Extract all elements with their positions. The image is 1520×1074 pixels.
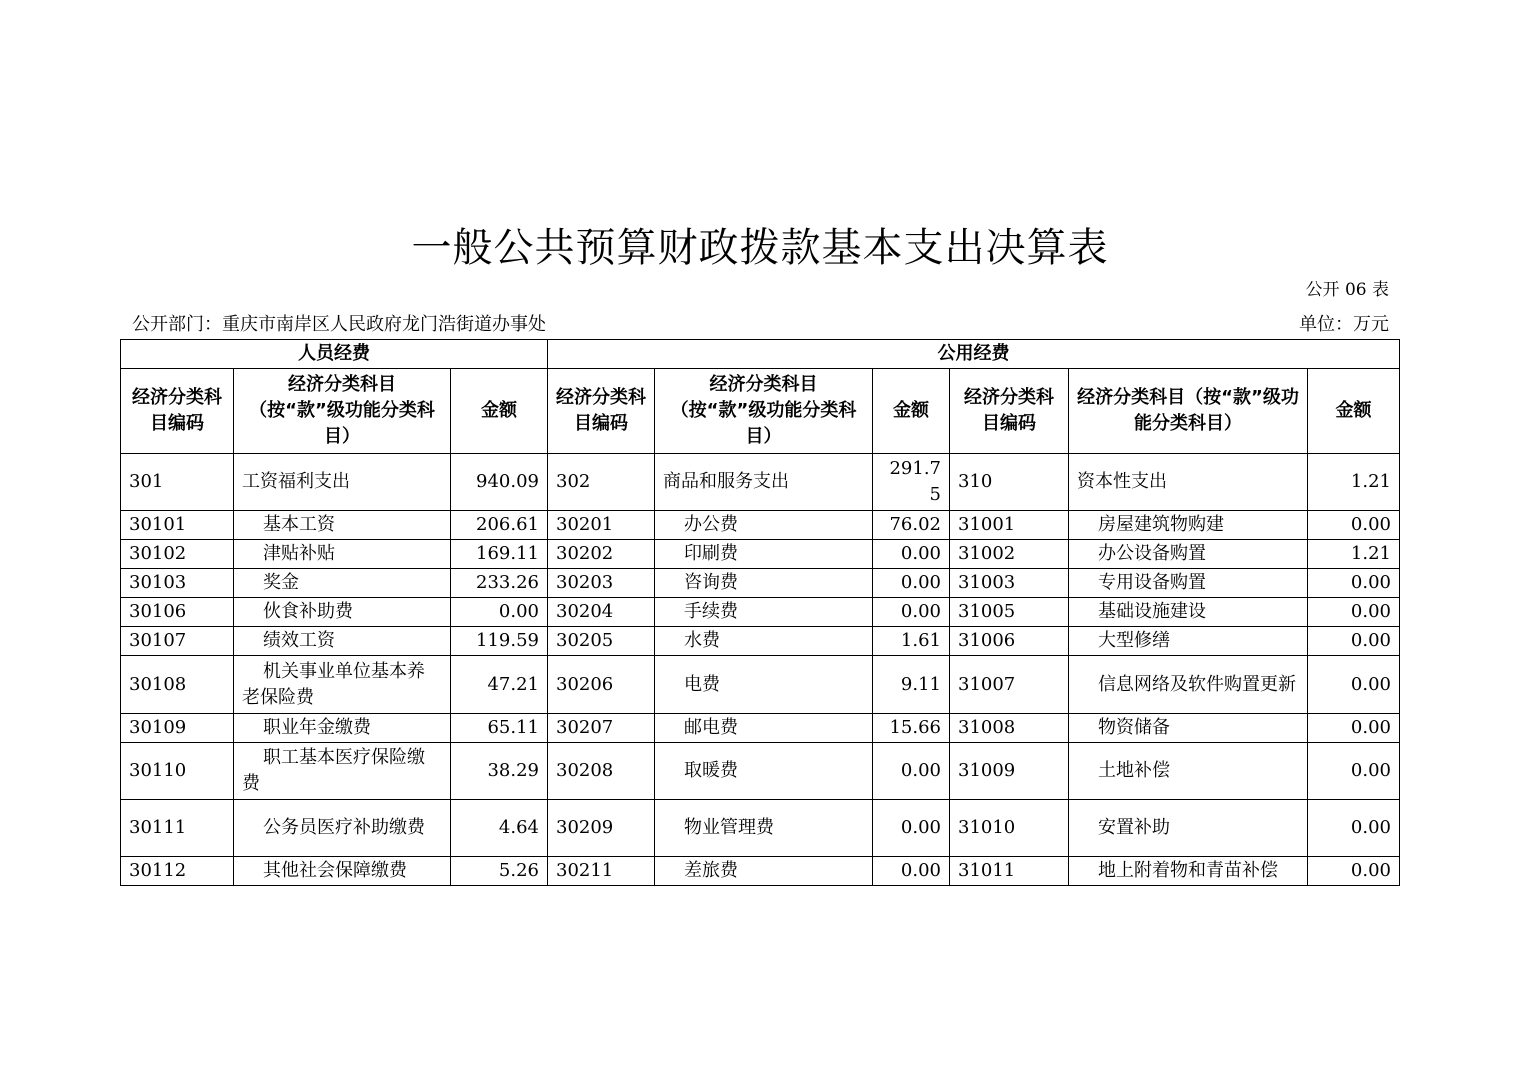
public-name-cell: 水费 (655, 627, 873, 656)
personnel-name-cell: 奖金 (234, 569, 451, 598)
capital-name-cell: 地上附着物和青苗补偿 (1069, 857, 1308, 886)
table-row (121, 598, 1400, 627)
table-row (121, 857, 1400, 886)
table-row (121, 511, 1400, 540)
capital-code-cell: 31001 (950, 511, 1069, 540)
capital-code-cell: 31007 (950, 656, 1069, 714)
personnel-name-cell: 工资福利支出 (234, 454, 451, 511)
column-header-amount: 金额 (873, 369, 950, 454)
public-amount-cell: 291.75 (873, 454, 950, 511)
personnel-code-cell: 30109 (121, 714, 234, 743)
column-header-code: 经济分类科目编码 (548, 369, 655, 454)
personnel-amount-cell: 169.11 (451, 540, 548, 569)
capital-name-cell: 土地补偿 (1069, 743, 1308, 800)
capital-code-cell: 31005 (950, 598, 1069, 627)
personnel-amount-cell: 38.29 (451, 743, 548, 800)
personnel-code-cell: 30108 (121, 656, 234, 714)
personnel-code-cell: 30110 (121, 743, 234, 800)
personnel-code-cell: 30107 (121, 627, 234, 656)
public-name-cell: 电费 (655, 656, 873, 714)
capital-name-cell: 基础设施建设 (1069, 598, 1308, 627)
public-name-cell: 印刷费 (655, 540, 873, 569)
capital-name-cell: 专用设备购置 (1069, 569, 1308, 598)
public-amount-cell: 15.66 (873, 714, 950, 743)
personnel-amount-cell: 119.59 (451, 627, 548, 656)
column-header-amount: 金额 (1308, 369, 1400, 454)
public-code-cell: 30207 (548, 714, 655, 743)
form-number: 公开 06 表 (1305, 280, 1389, 300)
public-code-cell: 30205 (548, 627, 655, 656)
public-name-cell: 取暖费 (655, 743, 873, 800)
capital-amount-cell: 1.21 (1308, 454, 1400, 511)
personnel-amount-cell: 5.26 (451, 857, 548, 886)
capital-amount-cell: 0.00 (1308, 656, 1400, 714)
expenditure-table (120, 339, 1400, 886)
capital-name-cell: 信息网络及软件购置更新 (1069, 656, 1308, 714)
public-amount-cell: 1.61 (873, 627, 950, 656)
capital-amount-cell: 0.00 (1308, 800, 1400, 857)
capital-code-cell: 31006 (950, 627, 1069, 656)
capital-code-cell: 31002 (950, 540, 1069, 569)
group-header-personnel: 人员经费 (121, 340, 548, 369)
public-amount-cell: 0.00 (873, 800, 950, 857)
personnel-amount-cell: 47.21 (451, 656, 548, 714)
capital-code-cell: 31011 (950, 857, 1069, 886)
capital-code-cell: 31008 (950, 714, 1069, 743)
personnel-name-cell: 伙食补助费 (234, 598, 451, 627)
capital-amount-cell: 0.00 (1308, 857, 1400, 886)
capital-amount-cell: 0.00 (1308, 743, 1400, 800)
column-header-amount: 金额 (451, 369, 548, 454)
personnel-code-cell: 30111 (121, 800, 234, 857)
public-code-cell: 30204 (548, 598, 655, 627)
public-name-cell: 办公费 (655, 511, 873, 540)
capital-name-cell: 大型修缮 (1069, 627, 1308, 656)
personnel-amount-cell: 940.09 (451, 454, 548, 511)
public-amount-cell: 0.00 (873, 540, 950, 569)
personnel-amount-cell: 233.26 (451, 569, 548, 598)
department-label: 公开部门：重庆市南岸区人民政府龙门浩街道办事处 (132, 314, 546, 335)
capital-name-cell: 物资储备 (1069, 714, 1308, 743)
public-code-cell: 302 (548, 454, 655, 511)
personnel-code-cell: 30101 (121, 511, 234, 540)
capital-code-cell: 31010 (950, 800, 1069, 857)
public-name-cell: 咨询费 (655, 569, 873, 598)
personnel-code-cell: 30103 (121, 569, 234, 598)
capital-amount-cell: 0.00 (1308, 627, 1400, 656)
table-row (121, 454, 1400, 511)
table-row (121, 743, 1400, 800)
table-row (121, 540, 1400, 569)
personnel-name-cell: 职工基本医疗保险缴费 (234, 743, 451, 800)
capital-code-cell: 31009 (950, 743, 1069, 800)
capital-amount-cell: 0.00 (1308, 511, 1400, 540)
public-code-cell: 30203 (548, 569, 655, 598)
public-code-cell: 30209 (548, 800, 655, 857)
unit-label: 单位：万元 (1299, 314, 1389, 335)
public-name-cell: 商品和服务支出 (655, 454, 873, 511)
personnel-code-cell: 30102 (121, 540, 234, 569)
table-row (121, 714, 1400, 743)
table-row (121, 800, 1400, 857)
personnel-amount-cell: 4.64 (451, 800, 548, 857)
capital-amount-cell: 0.00 (1308, 714, 1400, 743)
personnel-code-cell: 301 (121, 454, 234, 511)
public-name-cell: 手续费 (655, 598, 873, 627)
personnel-name-cell: 绩效工资 (234, 627, 451, 656)
personnel-name-cell: 机关事业单位基本养老保险费 (234, 656, 451, 714)
group-header-public: 公用经费 (548, 340, 1400, 369)
personnel-name-cell: 职业年金缴费 (234, 714, 451, 743)
public-code-cell: 30211 (548, 857, 655, 886)
table-row (121, 656, 1400, 714)
column-header-code: 经济分类科目编码 (950, 369, 1069, 454)
personnel-name-cell: 公务员医疗补助缴费 (234, 800, 451, 857)
column-header-name: 经济分类科目（按“款”级功能分类科目） (234, 369, 451, 454)
column-header-code: 经济分类科目编码 (121, 369, 234, 454)
personnel-amount-cell: 0.00 (451, 598, 548, 627)
table-row (121, 569, 1400, 598)
column-header-name: 经济分类科目（按“款”级功能分类科目） (655, 369, 873, 454)
capital-name-cell: 房屋建筑物购建 (1069, 511, 1308, 540)
capital-code-cell: 31003 (950, 569, 1069, 598)
public-amount-cell: 0.00 (873, 598, 950, 627)
personnel-name-cell: 基本工资 (234, 511, 451, 540)
capital-name-cell: 资本性支出 (1069, 454, 1308, 511)
public-name-cell: 邮电费 (655, 714, 873, 743)
column-header-name: 经济分类科目（按“款”级功能分类科目） (1069, 369, 1308, 454)
personnel-amount-cell: 65.11 (451, 714, 548, 743)
capital-amount-cell: 0.00 (1308, 598, 1400, 627)
capital-name-cell: 安置补助 (1069, 800, 1308, 857)
public-name-cell: 物业管理费 (655, 800, 873, 857)
public-code-cell: 30201 (548, 511, 655, 540)
personnel-name-cell: 津贴补贴 (234, 540, 451, 569)
public-amount-cell: 0.00 (873, 857, 950, 886)
personnel-amount-cell: 206.61 (451, 511, 548, 540)
public-code-cell: 30206 (548, 656, 655, 714)
capital-code-cell: 310 (950, 454, 1069, 511)
public-code-cell: 30202 (548, 540, 655, 569)
public-name-cell: 差旅费 (655, 857, 873, 886)
table-row (121, 627, 1400, 656)
personnel-code-cell: 30106 (121, 598, 234, 627)
public-amount-cell: 0.00 (873, 569, 950, 598)
personnel-name-cell: 其他社会保障缴费 (234, 857, 451, 886)
personnel-code-cell: 30112 (121, 857, 234, 886)
capital-amount-cell: 0.00 (1308, 569, 1400, 598)
capital-name-cell: 办公设备购置 (1069, 540, 1308, 569)
public-amount-cell: 76.02 (873, 511, 950, 540)
public-amount-cell: 0.00 (873, 743, 950, 800)
capital-amount-cell: 1.21 (1308, 540, 1400, 569)
public-code-cell: 30208 (548, 743, 655, 800)
page-title: 一般公共预算财政拨款基本支出决算表 (411, 225, 1109, 271)
public-amount-cell: 9.11 (873, 656, 950, 714)
